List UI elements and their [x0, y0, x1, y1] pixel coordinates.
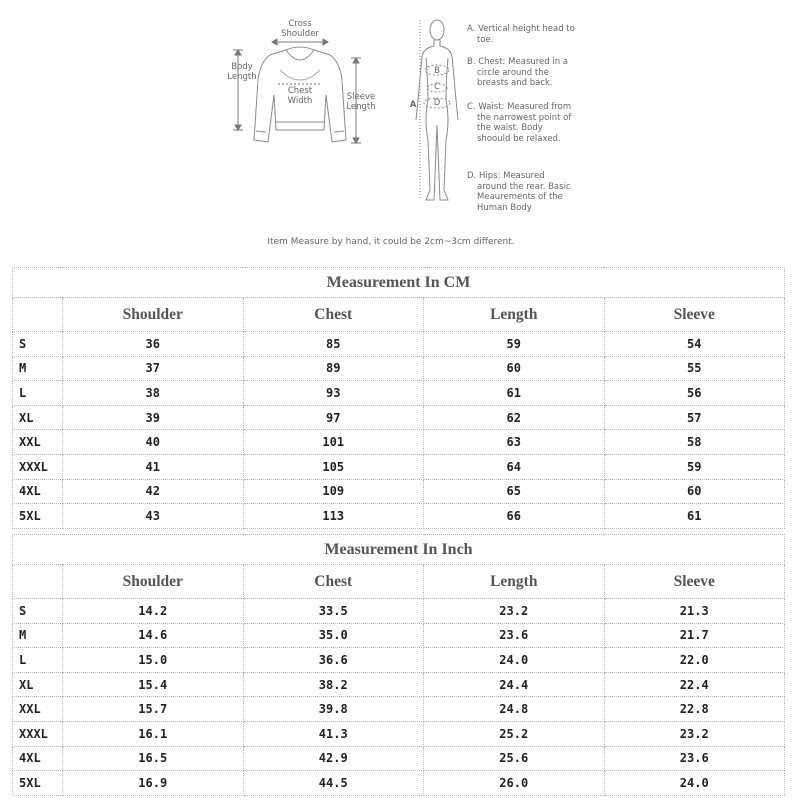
value-cell: 39 [63, 405, 244, 430]
garment-and-body-illustration [0, 0, 800, 262]
value-cell: 22.4 [604, 672, 785, 697]
value-cell: 62 [424, 405, 605, 430]
measurement-footnote: Item Measure by hand, it could be 2cm~3cm different. [267, 237, 515, 247]
size-cell: S [13, 599, 63, 624]
value-cell: 42 [63, 479, 244, 504]
value-cell: 24.8 [424, 697, 605, 722]
human-figure-drawing [416, 20, 458, 200]
size-cell: M [13, 356, 63, 381]
measurement-table-cm [12, 267, 785, 529]
table-title: Measurement In CM [13, 268, 785, 298]
value-cell: 40 [63, 430, 244, 455]
value-cell: 97 [243, 405, 424, 430]
value-cell: 63 [424, 430, 605, 455]
value-cell: 15.4 [63, 672, 244, 697]
value-cell: 25.6 [424, 746, 605, 771]
value-cell: 37 [63, 356, 244, 381]
column-header: Chest [243, 298, 424, 332]
body-letter-c: C [434, 82, 440, 92]
value-cell: 42.9 [243, 746, 424, 771]
column-header: Length [424, 298, 605, 332]
table-row [13, 599, 785, 624]
column-header: Sleeve [604, 298, 785, 332]
value-cell: 65 [424, 479, 605, 504]
value-cell: 24.0 [604, 771, 785, 796]
table-row [13, 721, 785, 746]
value-cell: 44.5 [243, 771, 424, 796]
size-header-cell [13, 565, 63, 599]
table-row [13, 623, 785, 648]
value-cell: 59 [604, 454, 785, 479]
value-cell: 36 [63, 332, 244, 357]
value-cell: 23.2 [604, 721, 785, 746]
value-cell: 35.0 [243, 623, 424, 648]
value-cell: 23.2 [424, 599, 605, 624]
value-cell: 58 [604, 430, 785, 455]
size-cell: 5XL [13, 771, 63, 796]
note-d: D. Hips: Measured around the rear. Basic Meaurements of the Human Body [467, 171, 571, 213]
value-cell: 85 [243, 332, 424, 357]
value-cell: 22.0 [604, 648, 785, 673]
value-cell: 61 [424, 381, 605, 406]
body-letter-b: B [434, 66, 440, 76]
size-cell: L [13, 381, 63, 406]
value-cell: 16.5 [63, 746, 244, 771]
size-cell: L [13, 648, 63, 673]
measurement-diagram [0, 0, 800, 262]
body-letter-d: D [433, 98, 441, 108]
chest-width-label: Chest Width [287, 86, 313, 106]
table-row [13, 479, 785, 504]
value-cell: 15.0 [63, 648, 244, 673]
value-cell: 109 [243, 479, 424, 504]
measurement-table-inch [12, 534, 785, 796]
value-cell: 24.0 [424, 648, 605, 673]
value-cell: 56 [604, 381, 785, 406]
value-cell: 24.4 [424, 672, 605, 697]
value-cell: 38.2 [243, 672, 424, 697]
column-header: Shoulder [63, 565, 244, 599]
table-row [13, 405, 785, 430]
size-cell: XL [13, 672, 63, 697]
note-a: A. Vertical height head to toe. [467, 24, 575, 45]
table-row [13, 771, 785, 796]
value-cell: 14.2 [63, 599, 244, 624]
value-cell: 113 [243, 504, 424, 529]
size-cell: XXL [13, 697, 63, 722]
value-cell: 15.7 [63, 697, 244, 722]
value-cell: 61 [604, 504, 785, 529]
value-cell: 54 [604, 332, 785, 357]
value-cell: 41 [63, 454, 244, 479]
column-header: Chest [243, 565, 424, 599]
size-cell: M [13, 623, 63, 648]
table-row [13, 332, 785, 357]
size-cell: S [13, 332, 63, 357]
note-c: C. Waist: Measured from the narrowest point of the waist. Body shoould be relaxed. [467, 102, 572, 144]
value-cell: 33.5 [243, 599, 424, 624]
column-header: Shoulder [63, 298, 244, 332]
size-cell: XXL [13, 430, 63, 455]
table-row [13, 672, 785, 697]
table-row [13, 648, 785, 673]
size-cell: 4XL [13, 746, 63, 771]
table-row [13, 430, 785, 455]
value-cell: 39.8 [243, 697, 424, 722]
value-cell: 105 [243, 454, 424, 479]
value-cell: 55 [604, 356, 785, 381]
value-cell: 41.3 [243, 721, 424, 746]
size-cell: XL [13, 405, 63, 430]
table-title: Measurement In Inch [13, 535, 785, 565]
size-cell: XXXL [13, 454, 63, 479]
size-cell: 5XL [13, 504, 63, 529]
table-row [13, 356, 785, 381]
value-cell: 21.3 [604, 599, 785, 624]
value-cell: 22.8 [604, 697, 785, 722]
value-cell: 25.2 [424, 721, 605, 746]
note-b: B. Chest: Measured in a circle around the breasts and back. [467, 57, 568, 89]
sleeve-length-label: Sleeve Length [346, 92, 376, 112]
value-cell: 23.6 [604, 746, 785, 771]
value-cell: 101 [243, 430, 424, 455]
value-cell: 60 [424, 356, 605, 381]
value-cell: 59 [424, 332, 605, 357]
table-row [13, 504, 785, 529]
cross-shoulder-label: Cross Shoulder [281, 19, 319, 39]
value-cell: 16.1 [63, 721, 244, 746]
size-header-cell [13, 298, 63, 332]
value-cell: 66 [424, 504, 605, 529]
column-header: Sleeve [604, 565, 785, 599]
body-length-label: Body Length [227, 62, 257, 82]
value-cell: 38 [63, 381, 244, 406]
value-cell: 36.6 [243, 648, 424, 673]
value-cell: 57 [604, 405, 785, 430]
column-header: Length [424, 565, 605, 599]
value-cell: 26.0 [424, 771, 605, 796]
value-cell: 21.7 [604, 623, 785, 648]
value-cell: 14.6 [63, 623, 244, 648]
value-cell: 64 [424, 454, 605, 479]
value-cell: 89 [243, 356, 424, 381]
value-cell: 23.6 [424, 623, 605, 648]
value-cell: 93 [243, 381, 424, 406]
size-cell: XXXL [13, 721, 63, 746]
table-row [13, 381, 785, 406]
table-row [13, 454, 785, 479]
size-cell: 4XL [13, 479, 63, 504]
table-row [13, 697, 785, 722]
table-row [13, 746, 785, 771]
value-cell: 60 [604, 479, 785, 504]
body-letter-a: A [409, 100, 417, 110]
value-cell: 43 [63, 504, 244, 529]
value-cell: 16.9 [63, 771, 244, 796]
